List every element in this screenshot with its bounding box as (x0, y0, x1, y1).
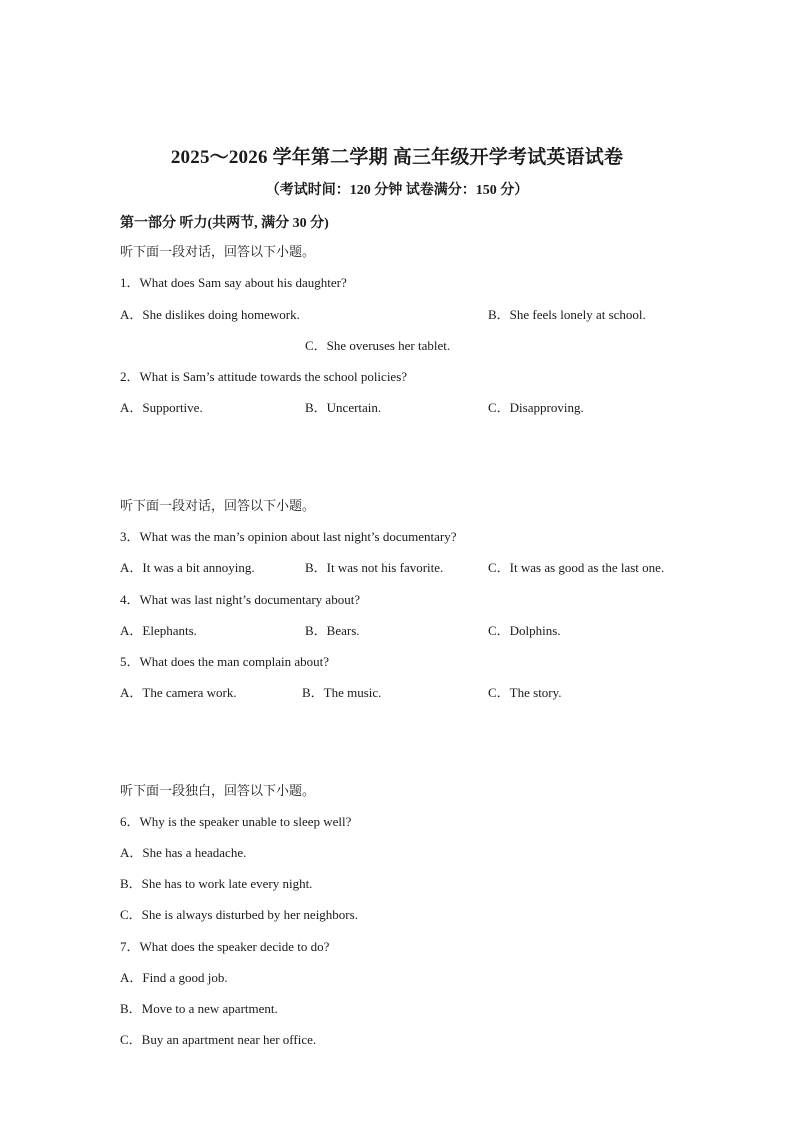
question-2-option-a[interactable]: A．Supportive. (120, 400, 203, 415)
question-4-option-a[interactable]: A．Elephants. (120, 623, 197, 638)
question-4-option-b[interactable]: B．Bears. (305, 623, 360, 638)
question-3-stem: 3．What was the man’s opinion about last night’s documentary? (120, 529, 457, 544)
question-2-option-c[interactable]: C．Disapproving. (488, 400, 584, 415)
question-3-option-c[interactable]: C．It was as good as the last one. (488, 560, 665, 575)
question-6-option-c[interactable]: C．She is always disturbed by her neighbors. (120, 907, 358, 922)
question-1-option-c[interactable]: C．She overuses her tablet. (305, 338, 451, 353)
instruction-dialogue-2: 听下面一段对话，回答以下小题。 (120, 498, 316, 513)
question-7-option-a[interactable]: A．Find a good job. (120, 970, 228, 985)
question-5-option-b[interactable]: B．The music. (302, 685, 382, 700)
question-6-stem: 6．Why is the speaker unable to sleep well? (120, 814, 352, 829)
question-3-option-a[interactable]: A．It was a bit annoying. (120, 560, 255, 575)
question-4-option-c[interactable]: C．Dolphins. (488, 623, 561, 638)
instruction-dialogue-1: 听下面一段对话，回答以下小题。 (120, 244, 316, 259)
question-7-option-b[interactable]: B．Move to a new apartment. (120, 1001, 278, 1016)
question-3-option-b[interactable]: B．It was not his favorite. (305, 560, 444, 575)
instruction-monologue: 听下面一段独白，回答以下小题。 (120, 783, 316, 798)
section-heading: 第一部分 听力(共两节, 满分 30 分) (120, 216, 329, 231)
question-7-option-c[interactable]: C．Buy an apartment near her office. (120, 1032, 317, 1047)
question-2-option-b[interactable]: B．Uncertain. (305, 400, 382, 415)
question-6-option-b[interactable]: B．She has to work late every night. (120, 876, 313, 891)
question-1-option-b[interactable]: B．She feels lonely at school. (488, 307, 646, 322)
question-2-stem: 2．What is Sam’s attitude towards the school policies? (120, 369, 408, 384)
question-7-stem: 7．What does the speaker decide to do? (120, 939, 330, 954)
question-1-stem: 1．What does Sam say about his daughter? (120, 275, 347, 290)
exam-title: 2025～2026 学年第二学期 高三年级开学考试英语试卷 (170, 147, 624, 168)
question-5-option-c[interactable]: C．The story. (488, 685, 562, 700)
question-1-option-a[interactable]: A．She dislikes doing homework. (120, 307, 300, 322)
question-4-stem: 4．What was last night’s documentary about? (120, 592, 361, 607)
question-5-stem: 5．What does the man complain about? (120, 654, 330, 669)
question-5-option-a[interactable]: A．The camera work. (120, 685, 237, 700)
question-6-option-a[interactable]: A．She has a headache. (120, 845, 247, 860)
exam-subtitle: （考试时间：120 分钟 试卷满分：150 分） (265, 183, 529, 198)
